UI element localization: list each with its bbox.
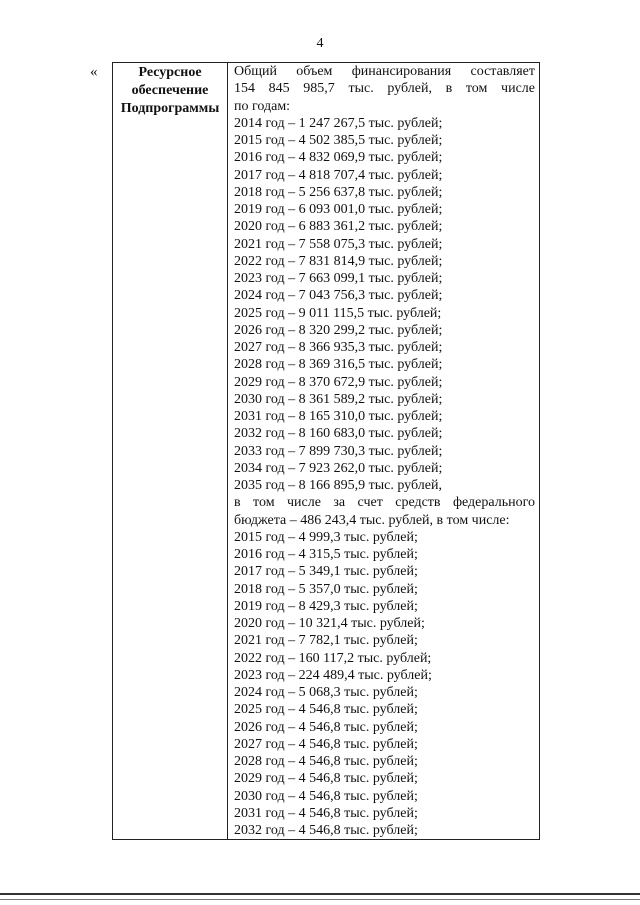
funding-line: 2026 год – 8 320 299,2 тыс. рублей; [234, 322, 443, 338]
funding-line: в том числе за счет средств федерального [234, 495, 535, 511]
table-row [113, 63, 540, 840]
label-line: Подпрограммы [120, 101, 220, 117]
funding-line: 2018 год – 5 357,0 тыс. рублей; [234, 581, 418, 597]
funding-line: бюджета – 486 243,4 тыс. рублей, в том числе: [234, 512, 510, 528]
funding-line: 2021 год – 7 782,1 тыс. рублей; [234, 633, 418, 649]
funding-line: 2015 год – 4 999,3 тыс. рублей; [234, 529, 418, 545]
content-cell [228, 63, 540, 840]
funding-line: 2023 год – 224 489,4 тыс. рублей; [234, 667, 432, 683]
funding-line: 154 845 985,7 тыс. рублей, в том числе [234, 81, 535, 97]
funding-line: 2018 год – 5 256 637,8 тыс. рублей; [234, 184, 443, 200]
funding-line: 2022 год – 160 117,2 тыс. рублей; [234, 650, 432, 666]
funding-line: 2028 год – 4 546,8 тыс. рублей; [234, 754, 418, 769]
funding-line: 2027 год – 8 366 935,3 тыс. рублей; [234, 340, 443, 355]
funding-line: 2032 год – 8 160 683,0 тыс. рублей; [234, 426, 443, 442]
funding-line: Общий объем финансирования составляет [234, 64, 535, 79]
funding-line: 2032 год – 4 546,8 тыс. рублей; [234, 823, 418, 838]
funding-line: 2034 год – 7 923 262,0 тыс. рублей; [234, 460, 443, 476]
funding-line: 2025 год – 9 011 115,5 тыс. рублей; [234, 305, 442, 321]
funding-line: по годам: [234, 98, 291, 114]
funding-line: 2031 год – 4 546,8 тыс. рублей; [234, 805, 418, 821]
funding-line: 2033 год – 7 899 730,3 тыс. рублей; [234, 443, 443, 459]
funding-line: 2025 год – 4 546,8 тыс. рублей; [234, 702, 418, 718]
bottom-rule [0, 893, 640, 895]
funding-line: 2014 год – 1 247 267,5 тыс. рублей; [234, 115, 443, 131]
page-number: 4 [316, 36, 324, 51]
funding-line: 2030 год – 4 546,8 тыс. рублей; [234, 788, 418, 804]
funding-line: 2016 год – 4 832 069,9 тыс. рублей; [234, 150, 443, 166]
funding-line: 2020 год – 6 883 361,2 тыс. рублей; [234, 219, 443, 235]
label-cell [113, 63, 228, 840]
bottom-rule-thin [0, 899, 640, 900]
funding-line: 2019 год – 8 429,3 тыс. рублей; [234, 598, 418, 614]
funding-line: 2031 год – 8 165 310,0 тыс. рублей; [234, 409, 443, 424]
opening-quote-mark: « [90, 64, 98, 80]
funding-line: 2019 год – 6 093 001,0 тыс. рублей; [234, 202, 443, 217]
funding-line: 2030 год – 8 361 589,2 тыс. рублей; [234, 391, 443, 407]
funding-line: 2017 год – 5 349,1 тыс. рублей; [234, 564, 418, 580]
funding-line: 2029 год – 8 370 672,9 тыс. рублей; [234, 374, 443, 390]
funding-line: 2029 год – 4 546,8 тыс. рублей; [234, 771, 418, 787]
funding-line: 2023 год – 7 663 099,1 тыс. рублей; [234, 271, 443, 286]
funding-line: 2027 год – 4 546,8 тыс. рублей; [234, 736, 418, 752]
funding-line: 2026 год – 4 546,8 тыс. рублей; [234, 719, 418, 735]
funding-line: 2028 год – 8 369 316,5 тыс. рублей; [234, 357, 443, 373]
funding-line: 2035 год – 8 166 895,9 тыс. рублей, [234, 478, 442, 493]
funding-line: 2015 год – 4 502 385,5 тыс. рублей; [234, 133, 443, 148]
funding-line: 2022 год – 7 831 814,9 тыс. рублей; [234, 253, 443, 269]
funding-line: 2016 год – 4 315,5 тыс. рублей; [234, 547, 418, 562]
funding-lines [234, 63, 535, 839]
label-line: Ресурсное [138, 65, 202, 80]
funding-line: 2024 год – 7 043 756,3 тыс. рублей; [234, 288, 443, 304]
resource-provision-table [112, 62, 540, 840]
label-line: обеспечение [131, 83, 209, 99]
funding-line: 2020 год – 10 321,4 тыс. рублей; [234, 616, 425, 631]
funding-line: 2024 год – 5 068,3 тыс. рублей; [234, 685, 418, 700]
funding-line: 2017 год – 4 818 707,4 тыс. рублей; [234, 167, 443, 183]
funding-line: 2021 год – 7 558 075,3 тыс. рублей; [234, 236, 443, 252]
